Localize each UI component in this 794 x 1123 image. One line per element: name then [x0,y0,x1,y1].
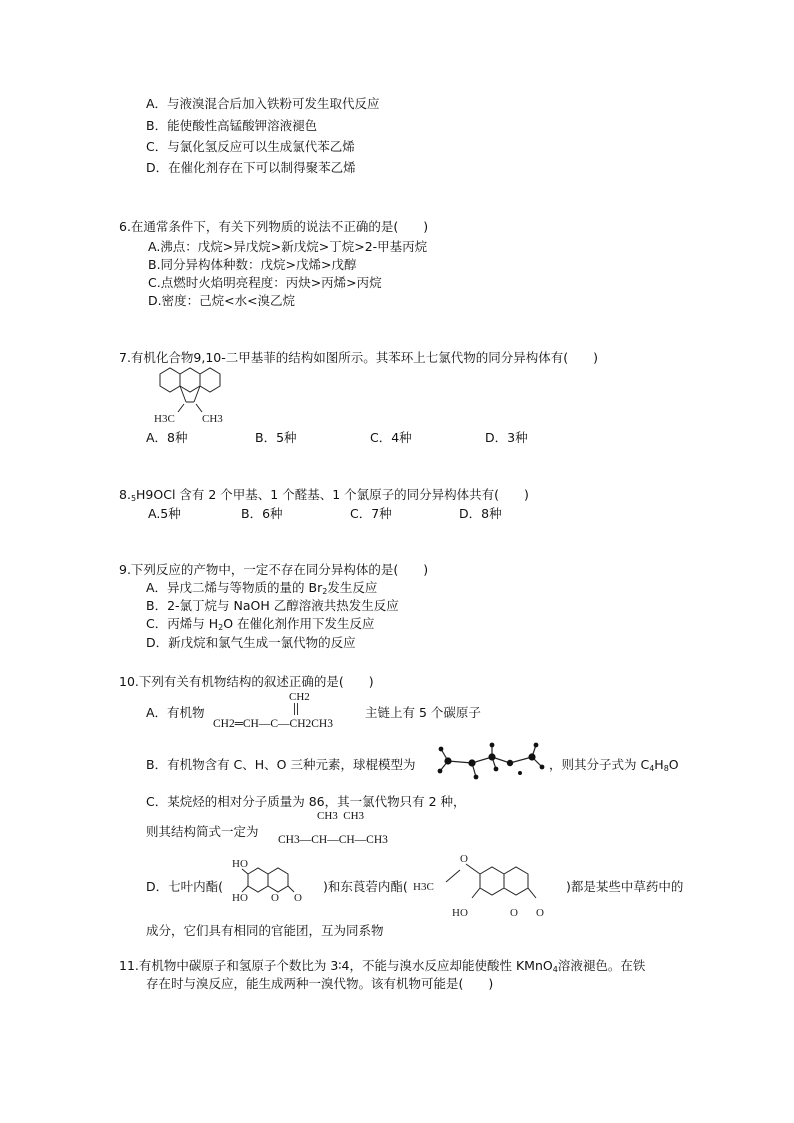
q6-option-b: B.同分异构体种数：戊烷>戊烯>戊醇 [148,257,357,272]
q7-label-h3c: H3C [154,413,175,425]
q9-option-b: B．2-氯丁烷与 NaOH 乙醇溶液共热发生反应 [146,598,399,613]
q10-option-d-line2: 成分，它们具有相同的官能团，互为同系物 [146,923,384,938]
q10-option-c-line2: 则其结构简式一定为 [146,824,259,839]
q10-d1-label-ho-bottom: HO [232,892,248,904]
q10-c-formula: CH3—CH—CH—CH3 [278,834,388,846]
q7-structure-figure [150,366,240,428]
q10-c-formula-top: CH3 CH3 [317,810,365,822]
q9-stem: 9.下列反应的产物中，一定不存在同分异构体的是( ) [119,562,429,577]
q10-option-b-formula: ，则其分子式为 $C_4H_8O$ [549,757,679,773]
q5-option-b: B．能使酸性高锰酸钾溶液褪色 [146,118,318,133]
q7-label-ch3: CH3 [202,413,223,425]
q10-esculetin-structure [228,856,320,914]
q5-option-c: C．与氯化氢反应可以生成氯代苯乙烯 [146,139,355,154]
q10-d2-label-o-ring: O [510,907,518,919]
q8-option-b: B．6种 [241,506,283,521]
q10-option-d-mid: )和东莨菪内酯( [323,879,408,894]
q10-option-a-text: 主链上有 5 个碳原子 [365,705,481,720]
q8-stem: $8._5H9OCl$ 含有 2 个甲基、1 个醛基、1 个氯原子的同分异构体共有( ) [119,487,529,503]
q10-option-d-pre: D．七叶内酯( [146,879,224,894]
q10-d2-label-ho: HO [452,907,468,919]
q10-option-b: B．有机物含有 C、H、O 三种元素，球棍模型为 [146,757,416,772]
q10-d2-label-o-ether: O [460,853,468,865]
q9-option-c: C．丙烯与 $H_2O$ 在催化剂作用下发生反应 [146,616,375,632]
q10-d2-label-o-carbonyl: O [536,907,544,919]
q9-option-a: A．异戊二烯与等物质的量的 $Br_2$发生反应 [146,580,378,596]
q7-option-d: D．3种 [485,430,528,445]
q10-ball-and-stick-model [436,741,548,785]
q7-stem: 7.有机化合物9,10-二甲基菲的结构如图所示。其苯环上七氯代物的同分异构体有( ) [119,350,599,365]
q10-scopoletin-structure [412,850,562,920]
q9-option-d: D．新戊烷和氯气生成一氯代物的反应 [146,635,356,650]
q5-option-a: A．与液溴混合后加入铁粉可发生取代反应 [146,96,380,111]
q10-d1-label-o-ring: O [271,892,279,904]
q6-option-d: D.密度：己烷<水<溴乙烷 [148,293,296,308]
q6-stem: 6.在通常条件下，有关下列物质的说法不正确的是( ) [119,219,429,234]
q10-a-formula-top: CH2 [289,691,310,703]
q8-option-d: D．8种 [459,506,502,521]
q11-stem-line2: 存在时与溴反应，能生成两种一溴代物。该有机物可能是( ) [146,976,494,991]
q8-option-a: A.5种 [148,506,181,521]
q7-option-c: C．4种 [370,430,412,445]
q10-d2-label-h3c: H3C [413,881,434,893]
q10-d1-label-o-carbonyl: O [294,892,302,904]
q10-a-double-bond [293,703,299,715]
q11-stem-line1: 11.有机物中碳原子和氢原子个数比为 3∶4，不能与溴水反应却能使酸性 KMnO$_4$溶液褪色。在铁 [119,958,646,974]
q5-option-d: D．在催化剂存在下可以制得聚苯乙烯 [146,160,356,175]
q10-d1-label-ho-top: HO [232,858,248,870]
q10-option-d-post: )都是某些中草药中的 [566,879,684,894]
q6-option-a: A.沸点：戊烷>异戊烷>新戊烷>丁烷>2-甲基丙烷 [148,239,428,254]
q10-option-c-line1: C．某烷烃的相对分子质量为 86，其一氯代物只有 2 种， [146,794,466,809]
q10-a-formula: CH2═CH—C—CH2CH3 [213,718,333,730]
q7-option-b: B．5种 [255,430,297,445]
q10-option-a-label: A．有机物 [146,705,205,720]
q10-stem: 10.下列有关有机物结构的叙述正确的是( ) [119,674,374,689]
q7-option-a: A．8种 [146,430,188,445]
q6-option-c: C.点燃时火焰明亮程度：丙炔>丙烯>丙烷 [148,275,382,290]
q8-option-c: C．7种 [350,506,392,521]
